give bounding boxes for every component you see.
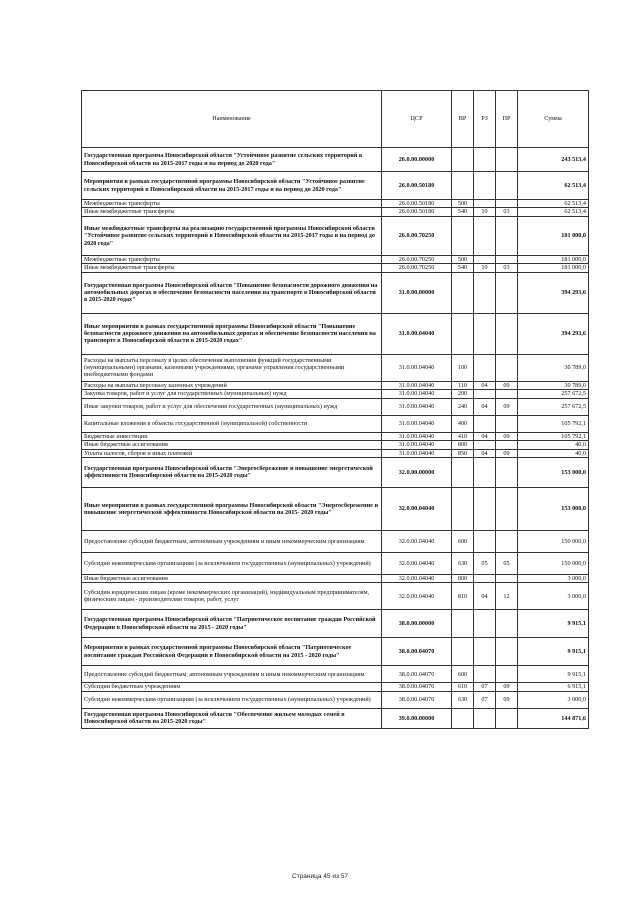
cell-pr: 03 — [496, 208, 518, 216]
cell-pr: 09 — [496, 381, 518, 389]
table-row — [82, 449, 589, 457]
cell-vr — [452, 457, 474, 487]
cell-vr: 100 — [452, 354, 474, 381]
table-row — [82, 255, 589, 263]
cell-rz — [474, 530, 496, 552]
cell-name: Предоставление субсидий бюджетным, автономным учреждениям и иным некоммерческим организациям — [82, 666, 382, 683]
cell-sum: 150 000,0 — [518, 530, 589, 552]
cell-pr — [496, 530, 518, 552]
cell-rz: 10 — [474, 208, 496, 216]
table-row — [82, 610, 589, 638]
cell-rz — [474, 272, 496, 313]
cell-pr — [496, 148, 518, 172]
cell-name: Мероприятия в рамках государственной программы Новосибирской области "Устойчивое развитие сельских территорий в Новосибирской области на 2015-2017 годы и на период до 2020 года" — [82, 172, 382, 200]
cell-csr: 32.0.00.04040 — [382, 487, 452, 530]
table-row — [82, 487, 589, 530]
cell-name: Иные бюджетные ассигнования — [82, 441, 382, 449]
cell-csr: 31.0.00.04040 — [382, 415, 452, 432]
table-row — [82, 272, 589, 313]
cell-pr: 09 — [496, 449, 518, 457]
cell-csr: 38.0.00.00000 — [382, 610, 452, 638]
cell-sum: 181 000,0 — [518, 264, 589, 272]
cell-pr: 09 — [496, 691, 518, 708]
cell-csr: 31.0.00.04040 — [382, 313, 452, 354]
cell-sum: 9 915,1 — [518, 666, 589, 683]
table-row — [82, 530, 589, 552]
cell-name: Межбюджетные трансферты — [82, 200, 382, 208]
table-row — [82, 708, 589, 728]
cell-vr: 500 — [452, 255, 474, 263]
cell-pr: 09 — [496, 398, 518, 415]
cell-pr — [496, 255, 518, 263]
cell-sum: 62 513,4 — [518, 172, 589, 200]
cell-pr — [496, 574, 518, 582]
cell-rz: 04 — [474, 432, 496, 440]
cell-name: Государственная программа Новосибирской области "Устойчивое развитие сельских территорий в Новосибирской области на 2015-2017 годы и на период до 2020 года" — [82, 148, 382, 172]
cell-pr — [496, 200, 518, 208]
cell-name: Субсидии бюджетным учреждениям — [82, 683, 382, 691]
cell-vr: 500 — [452, 200, 474, 208]
table-row — [82, 390, 589, 398]
cell-vr: 400 — [452, 415, 474, 432]
cell-pr — [496, 441, 518, 449]
cell-rz — [474, 487, 496, 530]
cell-name: Иные межбюджетные трансферты — [82, 208, 382, 216]
cell-csr: 31.0.00.00000 — [382, 272, 452, 313]
table-row — [82, 200, 589, 208]
table-row — [82, 313, 589, 354]
cell-sum: 153 000,0 — [518, 457, 589, 487]
cell-sum: 257 672,5 — [518, 390, 589, 398]
table-row — [82, 264, 589, 272]
table-row — [82, 583, 589, 610]
cell-rz — [474, 708, 496, 728]
cell-rz — [474, 148, 496, 172]
cell-vr: 600 — [452, 530, 474, 552]
cell-vr: 850 — [452, 449, 474, 457]
cell-rz — [474, 354, 496, 381]
cell-rz — [474, 441, 496, 449]
cell-vr: 810 — [452, 583, 474, 610]
cell-vr: 540 — [452, 208, 474, 216]
cell-name: Субсидии юридическим лицам (кроме некоммерческих организаций), индивидуальным предпринимателям, физическим лицам - производителям товаров, работ, услуг — [82, 583, 382, 610]
table-row — [82, 415, 589, 432]
cell-sum: 394 293,6 — [518, 272, 589, 313]
cell-rz — [474, 313, 496, 354]
cell-sum: 30 789,0 — [518, 354, 589, 381]
cell-vr — [452, 216, 474, 255]
cell-name: Иные межбюджетные трансферты на реализацию государственной программы Новосибирской области "Устойчивое развитие сельских территорий в Новосибирской области на 2015-2017 годы и на период до 2020 года" — [82, 216, 382, 255]
cell-vr — [452, 638, 474, 666]
cell-rz — [474, 172, 496, 200]
cell-rz — [474, 415, 496, 432]
cell-pr: 03 — [496, 264, 518, 272]
cell-rz: 07 — [474, 691, 496, 708]
cell-sum: 40,0 — [518, 449, 589, 457]
cell-vr: 800 — [452, 441, 474, 449]
cell-sum: 257 672,5 — [518, 398, 589, 415]
cell-csr: 38.0.00.04070 — [382, 683, 452, 691]
header-sum: Сумма — [518, 91, 589, 148]
cell-pr — [496, 610, 518, 638]
cell-csr: 31.0.00.04040 — [382, 390, 452, 398]
cell-csr: 31.0.00.04040 — [382, 381, 452, 389]
cell-vr: 630 — [452, 552, 474, 574]
header-vr: ВР — [452, 91, 474, 148]
table-row — [82, 666, 589, 683]
cell-pr: 09 — [496, 683, 518, 691]
cell-vr: 630 — [452, 691, 474, 708]
cell-pr — [496, 708, 518, 728]
cell-rz: 04 — [474, 398, 496, 415]
cell-vr: 110 — [452, 381, 474, 389]
cell-pr — [496, 313, 518, 354]
table-row — [82, 172, 589, 200]
cell-csr: 32.0.00.04040 — [382, 552, 452, 574]
cell-pr — [496, 457, 518, 487]
cell-name: Иные бюджетные ассигнования — [82, 574, 382, 582]
cell-csr: 38.0.00.04070 — [382, 638, 452, 666]
cell-name: Государственная программа Новосибирской области "Энергосбережение и повышение энергетической эффективности Новосибирской области на 2015-2020 годы" — [82, 457, 382, 487]
cell-sum: 181 000,0 — [518, 216, 589, 255]
cell-csr: 31.0.00.04040 — [382, 441, 452, 449]
cell-name: Иные мероприятия в рамках государственной программы Новосибирской области "Энергосбережение и повышение энергетической эффективности Новосибирской области на 2015- 2020 годы" — [82, 487, 382, 530]
cell-name: Иные мероприятия в рамках государственной программы Новосибирской области "Повышение безопасности дорожного движения на автомобильных дорогах и обеспечение безопасности населения на транспорте в Новосибирской области в 2015-2020 годах" — [82, 313, 382, 354]
table-row — [82, 354, 589, 381]
cell-sum: 30 789,0 — [518, 381, 589, 389]
cell-sum: 9 915,1 — [518, 638, 589, 666]
cell-vr: 800 — [452, 574, 474, 582]
table-row — [82, 381, 589, 389]
cell-sum: 105 792,1 — [518, 415, 589, 432]
cell-rz — [474, 216, 496, 255]
cell-csr: 31.0.00.04040 — [382, 449, 452, 457]
cell-rz — [474, 390, 496, 398]
cell-rz — [474, 200, 496, 208]
cell-rz — [474, 610, 496, 638]
cell-sum: 243 513,4 — [518, 148, 589, 172]
cell-name: Межбюджетные трансферты — [82, 255, 382, 263]
cell-name: Бюджетные инвестиции — [82, 432, 382, 440]
cell-name: Уплата налогов, сборов и иных платежей — [82, 449, 382, 457]
cell-sum: 9 915,1 — [518, 610, 589, 638]
cell-pr: 12 — [496, 583, 518, 610]
cell-vr: 610 — [452, 683, 474, 691]
cell-rz: 07 — [474, 683, 496, 691]
cell-vr: 600 — [452, 666, 474, 683]
cell-rz: 05 — [474, 552, 496, 574]
table-row — [82, 552, 589, 574]
cell-sum: 105 792,1 — [518, 432, 589, 440]
cell-rz — [474, 666, 496, 683]
cell-name: Субсидии некоммерческим организациям (за исключением государственных (муниципальных) учреждений) — [82, 552, 382, 574]
cell-name: Расходы на выплаты персоналу в целях обеспечения выполнения функций государственными (муниципальными) органами, казенными учреждениями, органами управления государственными внебюджетными фондами — [82, 354, 382, 381]
cell-rz — [474, 574, 496, 582]
table-row — [82, 457, 589, 487]
cell-pr — [496, 638, 518, 666]
cell-name: Мероприятия в рамках государственной программы Новосибирской области "Патриотическое воспитание граждан Российской Федерации в Новосибирской области на 2015 - 2020 годы" — [82, 638, 382, 666]
cell-vr: 410 — [452, 432, 474, 440]
cell-csr: 32.0.00.04040 — [382, 530, 452, 552]
cell-vr — [452, 487, 474, 530]
cell-csr: 26.0.00.70250 — [382, 255, 452, 263]
table-row — [82, 638, 589, 666]
cell-sum: 394 293,6 — [518, 313, 589, 354]
cell-csr: 26.0.00.50180 — [382, 208, 452, 216]
cell-vr — [452, 148, 474, 172]
cell-rz: 10 — [474, 264, 496, 272]
cell-pr — [496, 390, 518, 398]
cell-sum: 3 000,0 — [518, 691, 589, 708]
cell-vr: 240 — [452, 398, 474, 415]
cell-vr — [452, 708, 474, 728]
cell-name: Иные межбюджетные трансферты — [82, 264, 382, 272]
cell-vr: 200 — [452, 390, 474, 398]
cell-sum: 6 915,1 — [518, 683, 589, 691]
cell-vr — [452, 313, 474, 354]
cell-csr: 38.0.00.04070 — [382, 666, 452, 683]
cell-sum: 62 513,4 — [518, 208, 589, 216]
cell-sum: 3 000,0 — [518, 574, 589, 582]
cell-pr — [496, 172, 518, 200]
cell-name: Предоставление субсидий бюджетным, автономным учреждениям и иным некоммерческим организациям — [82, 530, 382, 552]
cell-csr: 32.0.00.04040 — [382, 583, 452, 610]
cell-vr — [452, 172, 474, 200]
table-row — [82, 398, 589, 415]
cell-sum: 40,0 — [518, 441, 589, 449]
cell-pr: 05 — [496, 552, 518, 574]
cell-csr: 39.0.00.00000 — [382, 708, 452, 728]
table-body — [82, 148, 589, 729]
cell-vr — [452, 272, 474, 313]
cell-sum: 62 513,4 — [518, 200, 589, 208]
cell-name: Государственная программа Новосибирской области "Повышение безопасности дорожного движения на автомобильных дорогах и обеспечение безопасности населения на транспорте в Новосибирской области в 2015-2020 годах" — [82, 272, 382, 313]
cell-name: Субсидии некоммерческим организациям (за исключением государственных (муниципальных) учреждений) — [82, 691, 382, 708]
cell-sum: 150 000,0 — [518, 552, 589, 574]
cell-pr — [496, 666, 518, 683]
header-pr: ПР — [496, 91, 518, 148]
cell-rz: 04 — [474, 381, 496, 389]
cell-name: Закупка товаров, работ и услуг для государственных (муниципальных) нужд — [82, 390, 382, 398]
cell-sum: 181 000,0 — [518, 255, 589, 263]
header-rz: РЗ — [474, 91, 496, 148]
cell-csr: 32.0.00.00000 — [382, 457, 452, 487]
cell-csr: 31.0.00.04040 — [382, 432, 452, 440]
table-row — [82, 148, 589, 172]
table-header-row — [82, 91, 589, 148]
cell-sum: 3 000,0 — [518, 583, 589, 610]
cell-rz — [474, 638, 496, 666]
table-row — [82, 441, 589, 449]
cell-csr: 26.0.00.70250 — [382, 264, 452, 272]
cell-pr — [496, 272, 518, 313]
cell-name: Государственная программа Новосибирской области "Обеспечение жильем молодых семей в Новосибирской области на 2015-2020 годы" — [82, 708, 382, 728]
cell-csr: 31.0.00.04040 — [382, 398, 452, 415]
cell-pr — [496, 415, 518, 432]
cell-pr — [496, 354, 518, 381]
table-row — [82, 683, 589, 691]
budget-table — [81, 90, 589, 729]
cell-pr — [496, 487, 518, 530]
header-name: Наименование — [82, 91, 382, 148]
cell-name: Иные закупки товаров, работ и услуг для обеспечения государственных (муниципальных) нужд — [82, 398, 382, 415]
cell-csr: 31.0.00.04040 — [382, 354, 452, 381]
table-row — [82, 574, 589, 582]
table-row — [82, 691, 589, 708]
cell-rz — [474, 457, 496, 487]
cell-pr: 09 — [496, 432, 518, 440]
cell-name: Капитальные вложения в объекты государственной (муниципальной) собственности — [82, 415, 382, 432]
cell-sum: 144 871,6 — [518, 708, 589, 728]
cell-csr: 32.0.00.04040 — [382, 574, 452, 582]
header-csr: ЦСР — [382, 91, 452, 148]
cell-rz: 04 — [474, 449, 496, 457]
cell-name: Государственная программа Новосибирской области "Патриотическое воспитание граждан Российской Федерации в Новосибирской области на 2015 - 2020 годы" — [82, 610, 382, 638]
cell-vr — [452, 610, 474, 638]
cell-name: Расходы на выплаты персоналу казенных учреждений — [82, 381, 382, 389]
cell-csr: 26.0.00.50180 — [382, 172, 452, 200]
cell-csr: 26.0.00.70250 — [382, 216, 452, 255]
table-row — [82, 208, 589, 216]
cell-pr — [496, 216, 518, 255]
cell-csr: 26.0.00.00000 — [382, 148, 452, 172]
cell-rz — [474, 255, 496, 263]
table-row — [82, 216, 589, 255]
page-number: Страница 45 из 57 — [292, 873, 348, 880]
cell-vr: 540 — [452, 264, 474, 272]
cell-sum: 153 000,0 — [518, 487, 589, 530]
cell-rz: 04 — [474, 583, 496, 610]
table-row — [82, 432, 589, 440]
cell-csr: 26.0.00.50180 — [382, 200, 452, 208]
cell-csr: 38.0.00.04070 — [382, 691, 452, 708]
